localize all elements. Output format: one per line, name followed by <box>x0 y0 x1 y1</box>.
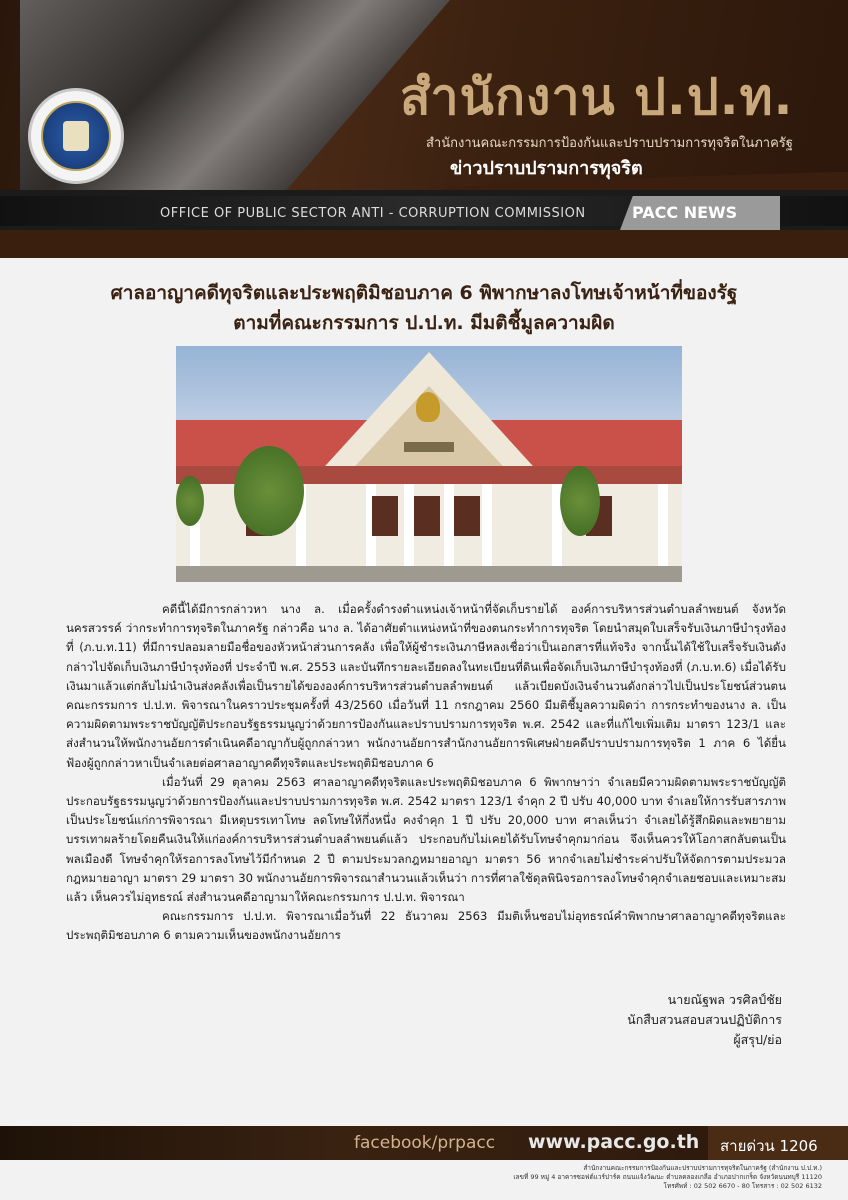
article-paragraph: คณะกรรมการ ป.ป.ท. พิจารณาเมื่อวันที่ 22 ธันวาคม 2563 มีมติเห็นชอบไม่อุทธรณ์คำพิพากษาศาลอาญาคดีทุจริตและประพฤติมิชอบภาค 6 ตามความเห็นของพนักงานอัยการ <box>66 909 786 943</box>
pacc-seal-icon <box>28 88 124 184</box>
office-title: สำนักงาน ป.ป.ท. <box>400 68 794 126</box>
signature-role: ผู้สรุป/ย่อ <box>733 1032 782 1047</box>
article-body <box>66 600 786 946</box>
address-line: เลขที่ 99 หมู่ 4 อาคารซอฟต์แวร์ปาร์ค ถนนแจ้งวัฒนะ ตำบลคลองเกลือ อำเภอปากเกร็ด จังหวัดนนทบุรี 11120 <box>513 1173 822 1181</box>
office-subtitle: สำนักงานคณะกรรมการป้องกันและปราบปรามการทุจริตในภาครัฐ <box>426 136 793 151</box>
photo-tree <box>234 446 304 536</box>
english-title: OFFICE OF PUBLIC SECTOR ANTI - CORRUPTION COMMISSION <box>160 206 586 221</box>
garuda-emblem-icon <box>416 392 440 422</box>
signature-position: นักสืบสวนสอบสวนปฏิบัติการ <box>627 1012 782 1027</box>
photo-window <box>454 496 480 536</box>
article-paragraph: เมื่อวันที่ 29 ตุลาคม 2563 ศาลอาญาคดีทุจริตและประพฤติมิชอบภาค 6 พิพากษาว่า จำเลยมีความผิดตามพระราชบัญญัติประกอบรัฐธรรมนูญว่าด้วยการป้องกันและปราบปรามการทุจริต พ.ศ. 2542 มาตรา 123/1 จำคุก 2 ปี ปรับ 40,000 บาท จำเลยให้การรับสารภาพเป็นประโยชน์แก่การพิจารณา มีเหตุบรรเทาโทษ ลดโทษให้กึ่งหนึ่ง คงจำคุก 1 ปี ปรับ 20,000 บาท ศาลเห็นว่า จำเลยได้รู้สึกผิดและพยายามบรรเทาผลร้ายโดยคืนเงินให้แก่องค์การบริหารส่วนตำบลลำพยนต์แล้ว ประกอบกับไม่เคยได้รับโทษจำคุกมาก่อน จึงเห็นควรให้โอกาสกลับตนเป็นพลเมืองดี โทษจำคุกให้รอการลงโทษไว้มีกำหนด 2 ปี ตามประมวลกฎหมายอาญา มาตรา 56 หากจำเลยไม่ชำระค่าปรับให้จัดการตามประมวลกฎหมายอาญา มาตรา 29 มาตรา 30 พนักงานอัยการพิจารณาสำนวนแล้วเห็นว่า การที่ศาลใช้ดุลพินิจรอการลงโทษจำคุกจำเลยชอบและเหมาะสมแล้ว เห็นควรไม่อุทธรณ์ ส่งสำนวนคดีอาญามาให้คณะกรรมการ ป.ป.ท. พิจารณา <box>66 774 786 905</box>
photo-tree <box>176 476 204 526</box>
website-link[interactable]: www.pacc.go.th <box>528 1131 700 1153</box>
signature-name: นายณัฐพล วรศิลป์ชัย <box>667 992 782 1007</box>
news-title: ข่าวปราบปรามการทุจริต <box>450 158 643 179</box>
article-title <box>60 278 788 338</box>
address-line: สำนักงานคณะกรรมการป้องกันและปราบปรามการทุจริตในภาครัฐ (สำนักงาน ป.ป.ท.) <box>583 1164 822 1172</box>
facebook-link[interactable]: facebook/prpacc <box>354 1133 496 1153</box>
hotline-number: สายด่วน 1206 <box>720 1137 818 1155</box>
photo-tree <box>560 466 600 536</box>
article-title-line1: ศาลอาญาคดีทุจริตและประพฤติมิชอบภาค 6 พิพากษาลงโทษเจ้าหน้าที่ของรัฐ <box>110 282 738 304</box>
photo-window <box>414 496 440 536</box>
footer-address <box>513 1164 822 1191</box>
photo-window <box>372 496 398 536</box>
seal-core <box>63 121 89 151</box>
photo-sign <box>404 442 454 452</box>
article-paragraph: คดีนี้ได้มีการกล่าวหา นาง ล. เมื่อครั้งดำรงตำแหน่งเจ้าหน้าที่จัดเก็บรายได้ องค์การบริหารส่วนตำบลลำพยนต์ จังหวัดนครสวรรค์ ว่ากระทำการทุจริตในภาครัฐ กล่าวคือ นาง ล. ได้อาศัยตำแหน่งหน้าที่ของตนกระทำการทุจริต โดยนำสมุดใบเสร็จรับเงินภาษีบำรุงท้องที่ (ภ.บ.ท.11) ที่มีการปลอมลายมือชื่อของหัวหน้าส่วนการคลัง เพื่อให้ผู้ชำระเงินภาษีหลงเชื่อว่าเป็นเอกสารที่แท้จริง จากนั้นได้ใช้ใบเสร็จรับเงินดังกล่าวไปจัดเก็บเงินภาษีบำรุงท้องที่ ประจำปี พ.ศ. 2553 และบันทึกรายละเอียดลงในทะเบียนที่ดินเพื่อจัดเก็บเงินภาษีบำรุงท้องที่ (ภ.บ.ท.6) เมื่อได้รับเงินมาแล้วแต่กลับไม่นำเงินส่งคลังเพื่อเป็นรายได้ขององค์การบริหารส่วนตำบลลำพยนต์ แล้วเบียดบังเงินจำนวนดังกล่าวไปเป็นประโยชน์ส่วนตน คณะกรรมการ ป.ป.ท. พิจารณาในคราวประชุมครั้งที่ 43/2560 เมื่อวันที่ 11 กรกฎาคม 2560 มีมติชี้มูลความผิดว่า การกระทำของนาง ล. เป็นความผิดตามพระราชบัญญัติประกอบรัฐธรรมนูญว่าด้วยการป้องกันและปราบปรามการทุจริต พ.ศ. 2542 และที่แก้ไขเพิ่มเติม มาตรา 123/1 และส่งสำนวนให้พนักงานอัยการดำเนินคดีอาญากับผู้ถูกกล่าวหา พนักงานอัยการสำนักงานอัยการพิเศษฝ่ายคดีปราบปรามการทุจริต 1 ภาค 6 ได้ยื่นฟ้องผู้ถูกกล่าวหาเป็นจำเลยต่อศาลอาญาคดีทุจริตและประพฤติมิชอบภาค 6 <box>66 602 786 770</box>
address-line: โทรศัพท์ : 02 502 6670 - 80 โทรสาร : 02 502 6132 <box>663 1182 822 1190</box>
photo-ground <box>176 566 682 582</box>
header-banner <box>0 0 848 258</box>
court-building-photo <box>176 346 682 582</box>
seal-inner <box>41 101 111 171</box>
pacc-news-label: PACC NEWS <box>632 203 738 222</box>
signature-block <box>627 990 782 1050</box>
article-title-line2: ตามที่คณะกรรมการ ป.ป.ท. มีมติชี้มูลความผิด <box>233 312 615 334</box>
